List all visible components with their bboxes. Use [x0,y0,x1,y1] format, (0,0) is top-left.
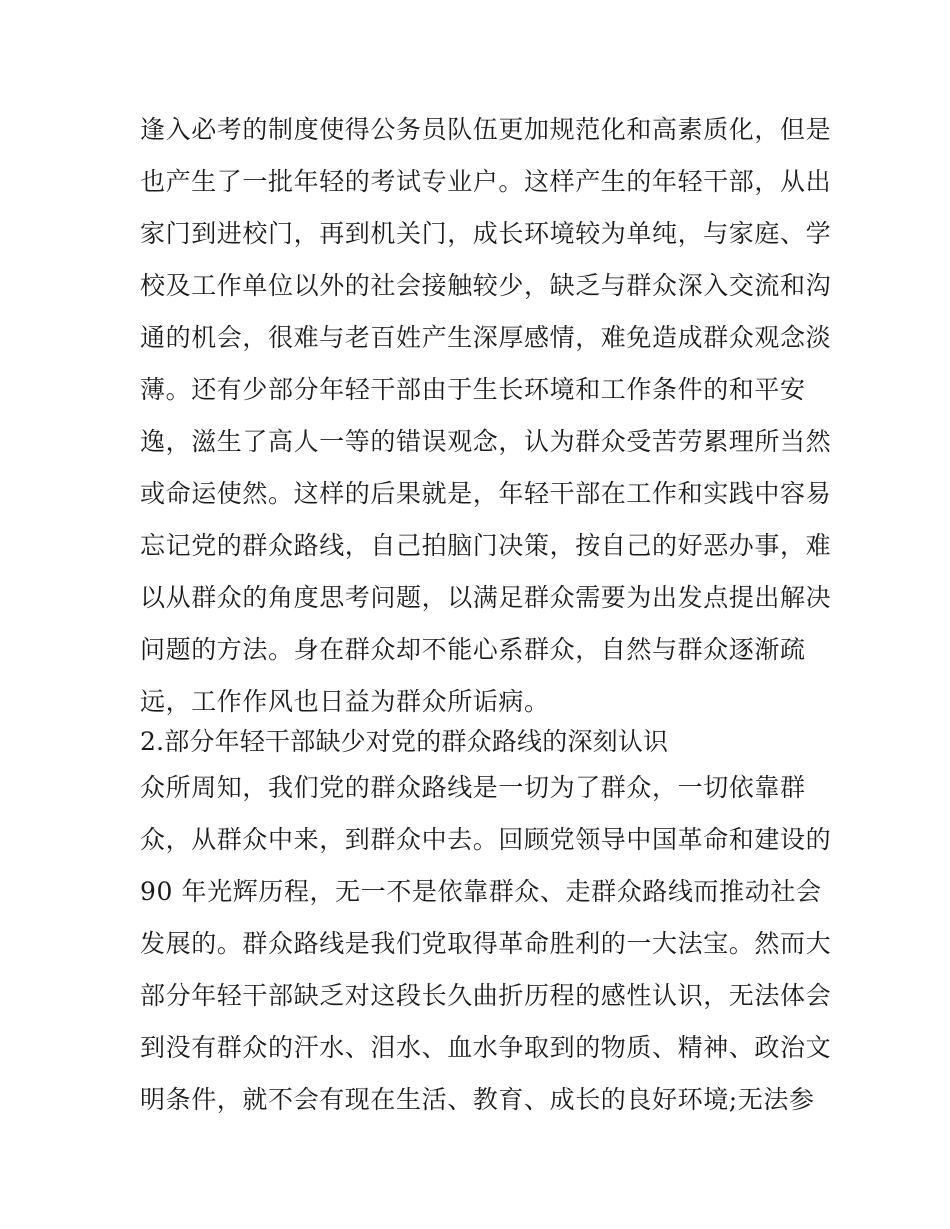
body-text-line: 校及工作单位以外的社会接触较少，缺乏与群众深入交流和沟 [140,271,832,300]
body-text-line: 以从群众的角度思考问题，以满足群众需要为出发点提出解决 [140,583,832,612]
body-text-line: 逸，滋生了高人一等的错误观念，认为群众受苦劳累理所当然 [140,427,832,456]
body-text-line: 家门到进校门，再到机关门，成长环境较为单纯，与家庭、学 [140,219,832,248]
body-text-line: 众，从群众中来，到群众中去。回顾党领导中国革命和建设的 [140,825,832,854]
body-text-line: 通的机会，很难与老百姓产生深厚感情，难免造成群众观念淡 [140,323,832,352]
body-text-line: 90 年光辉历程，无一不是依靠群众、走群众路线而推动社会 [140,877,822,906]
body-text-line: 薄。还有少部分年轻干部由于生长环境和工作条件的和平安 [140,375,806,404]
body-text-line: 众所周知，我们党的群众路线是一切为了群众，一切依靠群 [140,773,806,802]
section-heading: 2.部分年轻干部缺少对党的群众路线的深刻认识 [140,727,669,756]
body-text-line: 明条件，就不会有现在生活、教育、成长的良好环境;无法参 [140,1085,815,1114]
body-text-line: 忘记党的群众路线，自己拍脑门决策，按自己的好恶办事，难 [140,531,832,560]
body-text-line: 问题的方法。身在群众却不能心系群众，自然与群众逐渐疏 [140,635,806,664]
body-text-line: 发展的。群众路线是我们党取得革命胜利的一大法宝。然而大 [140,929,832,958]
body-text-line: 远，工作作风也日益为群众所诟病。 [140,687,550,716]
body-text-line: 也产生了一批年轻的考试专业户。这样产生的年轻干部，从出 [140,167,832,196]
body-text-line: 逢入必考的制度使得公务员队伍更加规范化和高素质化，但是 [140,115,832,144]
body-text-line: 或命运使然。这样的后果就是，年轻干部在工作和实践中容易 [140,479,832,508]
body-text-line: 部分年轻干部缺乏对这段长久曲折历程的感性认识，无法体会 [140,981,832,1010]
body-text-line: 到没有群众的汗水、泪水、血水争取到的物质、精神、政治文 [140,1033,832,1062]
